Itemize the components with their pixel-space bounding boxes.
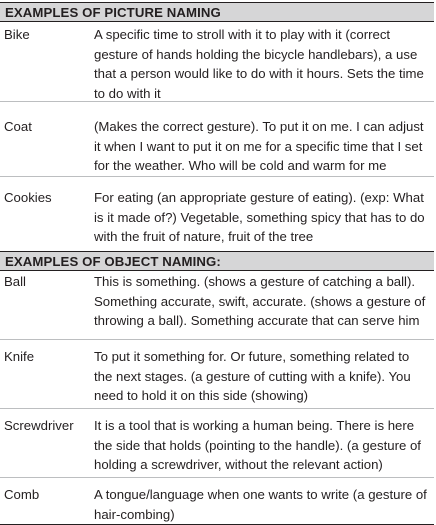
section-header-picture-naming: EXAMPLES OF PICTURE NAMING: [0, 3, 434, 22]
row-term: Knife: [4, 349, 35, 364]
row-description: To put it something for. Or future, something related to the next stages. (a gesture of cutting with a knife). You need to hold it on this side (showing): [94, 349, 411, 403]
table-row: [0, 409, 434, 478]
section-header-object-naming: EXAMPLES OF OBJECT NAMING:: [0, 252, 434, 271]
table-row: [0, 271, 434, 340]
row-description: (Makes the correct gesture). To put it on me. I can adjust it when I want to put it on me for a specific time that I set for the weather. Who will be cold and warm for me: [94, 119, 424, 173]
row-description: For eating (an appropriate gesture of eating). (exp: What is it made of?) Vegetable, something spicy that has to do with the fruit of nature, fruit of the tree: [94, 190, 425, 244]
row-description: A tongue/language when one wants to write (a gesture of hair-combing): [94, 487, 427, 522]
row-term: Ball: [4, 274, 26, 289]
table-row: [0, 340, 434, 409]
row-term: Comb: [4, 487, 40, 502]
table-row: [0, 478, 434, 525]
table-row: [0, 177, 434, 252]
row-term: Bike: [4, 27, 30, 42]
row-term: Coat: [4, 119, 32, 134]
table-row: [0, 102, 434, 177]
naming-examples-table: [0, 2, 434, 525]
row-description: It is a tool that is working a human being. There is here the side that holds (pointing to the handle). (a gesture of holding a screwdriver, without the relevant action): [94, 418, 421, 472]
row-term: Screwdriver: [4, 418, 74, 433]
row-description: A specific time to stroll with it to play with it (correct gesture of hands holding the bicycle handlebars), a use that a person would like to do with it hours. Sets the time to do with it: [94, 27, 424, 101]
table-row: [0, 22, 434, 102]
row-description: This is something. (shows a gesture of catching a ball). Something accurate, swift, accurate. (shows a gesture of throwing a ball). Something accurate that can serve him: [94, 274, 426, 328]
row-term: Cookies: [4, 190, 52, 205]
